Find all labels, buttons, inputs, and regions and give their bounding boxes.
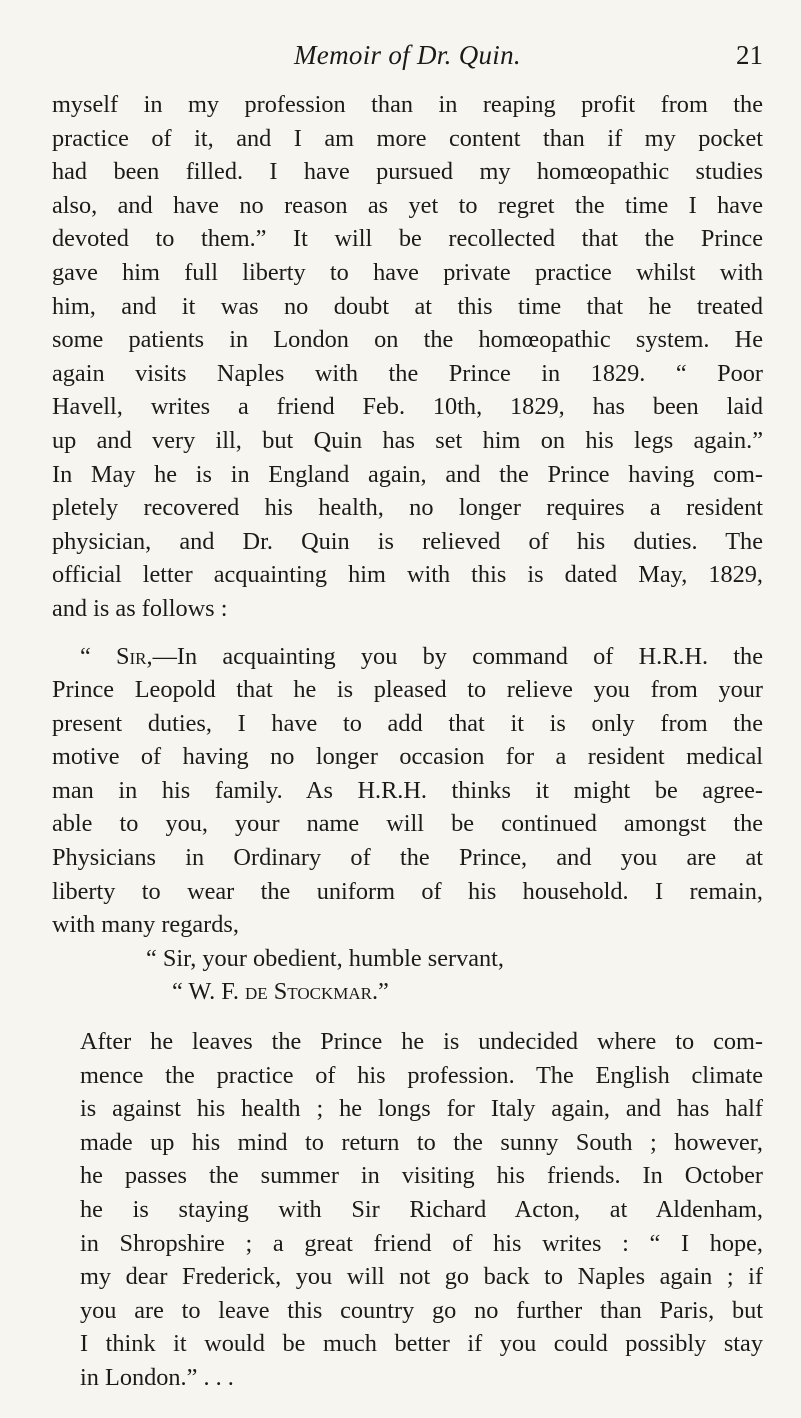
letter-line: present duties, I have to add that it is only from the <box>52 709 763 737</box>
text-line: Havell, writes a friend Feb. 10th, 1829, has been laid <box>52 393 763 421</box>
letter-text: —In acquainting you by command of H.R.H. the <box>152 642 763 670</box>
letter-signature <box>52 975 763 1009</box>
text-line: him, and it was no doubt at this time that he treated <box>52 292 763 320</box>
text-line: again visits Naples with the Prince in 1829. “ Poor <box>52 359 763 387</box>
letter-salutation: “ Sir, <box>80 642 153 670</box>
letter-closing: “ Sir, your obedient, humble servant, <box>146 944 504 972</box>
letter-line-first <box>52 640 763 674</box>
text-line: some patients in London on the homœopathic system. He <box>52 326 763 354</box>
text-line: he is staying with Sir Richard Acton, at Aldenham, <box>80 1196 763 1223</box>
text-line: had been filled. I have pursued my homœopathic studies <box>52 158 763 186</box>
text-line: pletely recovered his health, no longer requires a resident <box>52 494 763 522</box>
text-line: up and very ill, but Quin has set him on his legs again.” <box>52 426 763 454</box>
text-line: practice of it, and I am more content than if my pocket <box>52 124 763 152</box>
letter-line: motive of having no longer occasion for a resident medical <box>52 743 763 771</box>
text-line: After he leaves the Prince he is undecided where to com- <box>80 1028 763 1056</box>
text-line: is against his health ; he longs for Italy again, and has half <box>80 1095 763 1123</box>
quoted-letter <box>52 640 763 1010</box>
text-line: physician, and Dr. Quin is relieved of his duties. The <box>52 527 763 555</box>
letter-line: with many regards, <box>52 911 239 939</box>
letter-line: man in his family. As H.R.H. thinks it might be agree- <box>52 776 763 804</box>
running-head <box>52 40 763 80</box>
text-line: my dear Frederick, you will not go back to Naples again ; if <box>80 1263 763 1291</box>
text-line: In May he is in England again, and the Prince having com- <box>52 460 763 488</box>
text-line: and is as follows : <box>52 594 228 622</box>
text-line: also, and have no reason as yet to regret the time I have <box>52 191 763 219</box>
letter-line: Prince Leopold that he is pleased to relieve you from your <box>52 676 763 704</box>
text-line: made up his mind to return to the sunny South ; however, <box>80 1128 763 1156</box>
text-line: official letter acquainting him with this is dated May, 1829, <box>52 561 763 589</box>
text-line: gave him full liberty to have private practice whilst with <box>52 258 763 286</box>
letter-line: Physicians in Ordinary of the Prince, and you are at <box>52 844 763 872</box>
text-line: you are to leave this country go no further than Paris, but <box>80 1296 763 1324</box>
text-line: in Shropshire ; a great friend of his writes : “ I hope, <box>80 1229 763 1257</box>
text-line: devoted to them.” It will be recollected that the Prince <box>52 225 763 253</box>
signature-suffix: ” <box>378 978 389 1006</box>
letter-line: able to you, your name will be continued amongst the <box>52 810 763 838</box>
text-line: in London.” . . . <box>80 1363 234 1391</box>
text-line: I think it would be much better if you could possibly stay <box>80 1330 763 1358</box>
signature-prefix: “ W. F. <box>172 978 245 1006</box>
signature-name: de Stockmar. <box>245 978 379 1006</box>
paragraph-1 <box>52 88 763 626</box>
text-line: mence the practice of his profession. The English climate <box>80 1061 763 1089</box>
running-title: Memoir of Dr. Quin. <box>294 40 521 70</box>
text-line: myself in my profession than in reaping profit from the <box>52 91 763 118</box>
body-text <box>52 88 763 1395</box>
letter-line: liberty to wear the uniform of his household. I remain, <box>52 877 763 905</box>
text-line: he passes the summer in visiting his friends. In October <box>80 1162 763 1190</box>
page-number: 21 <box>736 40 763 70</box>
paragraph-3 <box>52 1025 763 1395</box>
